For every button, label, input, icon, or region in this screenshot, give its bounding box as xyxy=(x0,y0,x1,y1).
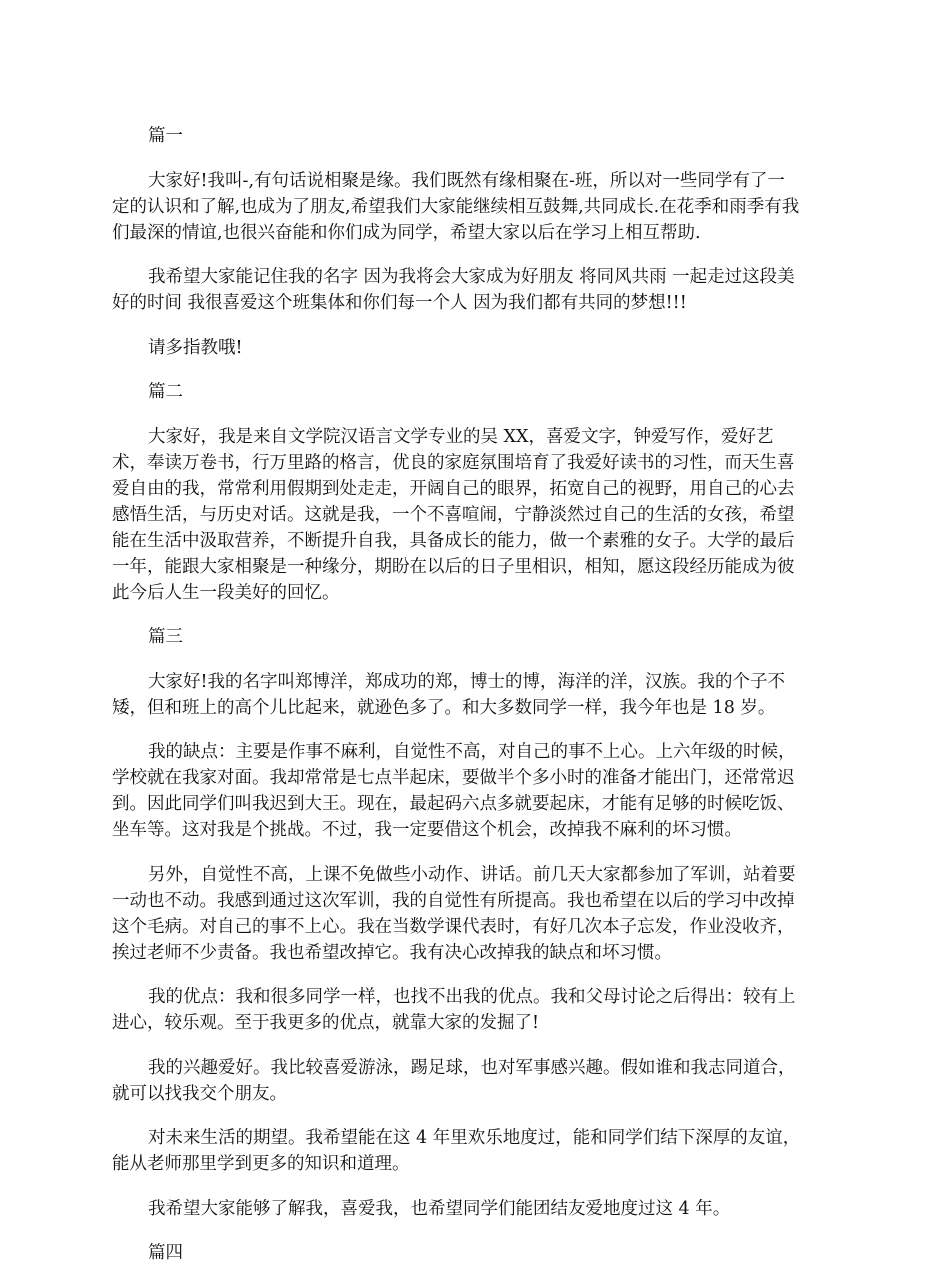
paragraph xyxy=(112,264,840,316)
text-line: 能从老师那里学到更多的知识和道理。 xyxy=(112,1154,410,1174)
text-line: 此今后人生一段美好的回忆。 xyxy=(112,582,340,603)
text-line: 就可以找我交个朋友。 xyxy=(112,1083,287,1104)
text-line: 另外，自觉性不高，上课不免做些小动作、讲话。前几天大家都参加了军训，站着要 xyxy=(148,864,796,885)
text-line: 进心，较乐观。至于我更多的优点，就靠大家的发掘了! xyxy=(112,1013,540,1033)
text-line: 到。因此同学们叫我迟到大王。现在，最起码六点多就要起床，才能有足够的时候吃饭、 xyxy=(112,794,795,814)
text-line: 一动也不动。我感到通过这次军训，我的自觉性有所提高。我也希望在以后的学习中改掉 xyxy=(112,890,795,911)
text-line: 爱自由的我，常常利用假期到处走走，开阔自己的眼界，拓宽自己的视野，用自己的心去 xyxy=(112,478,795,499)
text-line: 这个毛病。对自己的事不上心。我在当数学课代表时，有好几次本子忘发，作业没收齐， xyxy=(112,916,795,937)
text-line: 挨过老师不少责备。我也希望改掉它。我有决心改掉我的缺点和坏习惯。 xyxy=(112,942,672,963)
paragraph xyxy=(112,862,840,966)
text-line: 矮，但和班上的高个儿比起来，就逊色多了。和大多数同学一样，我今年也是 18 岁。 xyxy=(112,697,776,718)
paragraph xyxy=(112,669,840,721)
paragraph xyxy=(112,1240,840,1266)
text-line: 篇二 xyxy=(148,382,183,402)
text-line: 篇三 xyxy=(148,627,183,647)
text-line: 好的时间 我很喜爱这个班集体和你们每一个人 因为我们都有共同的梦想!!! xyxy=(112,293,687,313)
paragraph xyxy=(112,424,840,606)
text-line: 能在生活中汲取营养，不断提升自我，具备成长的能力，做一个素雅的女子。大学的最后 xyxy=(112,530,795,551)
document-page xyxy=(112,123,840,1285)
text-line: 我希望大家能记住我的名字 因为我将会大家成为好朋友 将同风共雨 一起走过这段美 xyxy=(148,267,795,287)
text-line: 我的缺点：主要是作事不麻利，自觉性不高，对自己的事不上心。上六年级的时候， xyxy=(148,742,796,762)
paragraph xyxy=(112,379,840,405)
text-line: 定的认识和了解,也成为了朋友,希望我们大家能继续相互鼓舞,共同成长.在花季和雨季有我 xyxy=(112,196,800,217)
text-line: 坐车等。这对我是个挑战。不过，我一定要借这个机会，改掉我不麻利的坏习惯。 xyxy=(112,820,742,840)
paragraph xyxy=(112,739,840,843)
paragraph xyxy=(112,984,840,1036)
text-line: 大家好!我的名字叫郑博洋，郑成功的郑，博士的博，海洋的洋，汉族。我的个子不 xyxy=(148,671,786,692)
text-line: 我的优点：我和很多同学一样，也找不出我的优点。我和父母讨论之后得出：较有上 xyxy=(148,987,796,1007)
text-line: 大家好，我是来自文学院汉语言文学专业的吴 XX，喜爱文字，钟爱写作，爱好艺 xyxy=(148,426,774,447)
text-line: 我希望大家能够了解我，喜爱我，也希望同学们能团结友爱地度过这 4 年。 xyxy=(148,1198,731,1219)
text-line: 术，奉读万卷书，行万里路的格言，优良的家庭氛围培育了我爱好读书的习性，而天生喜 xyxy=(112,452,795,473)
paragraph xyxy=(112,168,840,246)
text-line: 对未来生活的期望。我希望能在这 4 年里欢乐地度过，能和同学们结下深厚的友谊， xyxy=(148,1128,801,1148)
text-line: 篇一 xyxy=(148,126,183,146)
text-line: 们最深的情谊,也很兴奋能和你们成为同学，希望大家以后在学习上相互帮助. xyxy=(112,222,701,243)
text-line: 我的兴趣爱好。我比较喜爱游泳，踢足球，也对军事感兴趣。假如谁和我志同道合， xyxy=(148,1057,796,1078)
paragraph xyxy=(112,123,840,149)
text-line: 感悟生活，与历史对话。这就是我，一个不喜喧闹，宁静淡然过自己的生活的女孩，希望 xyxy=(112,504,795,525)
paragraph xyxy=(112,624,840,650)
paragraph xyxy=(112,1196,840,1222)
paragraph xyxy=(112,335,840,361)
paragraph xyxy=(112,1055,840,1107)
text-line: 篇四 xyxy=(148,1243,183,1263)
paragraph xyxy=(112,1125,840,1177)
text-line: 大家好!我叫-,有句话说相聚是缘。我们既然有缘相聚在-班，所以对一些同学有了一 xyxy=(148,170,785,191)
text-line: 一年，能跟大家相聚是一种缘分，期盼在以后的日子里相识，相知，愿这段经历能成为彼 xyxy=(112,556,795,577)
text-line: 请多指教哦! xyxy=(148,337,243,358)
text-line: 学校就在我家对面。我却常常是七点半起床，要做半个多小时的准备才能出门，还常常迟 xyxy=(112,768,795,788)
